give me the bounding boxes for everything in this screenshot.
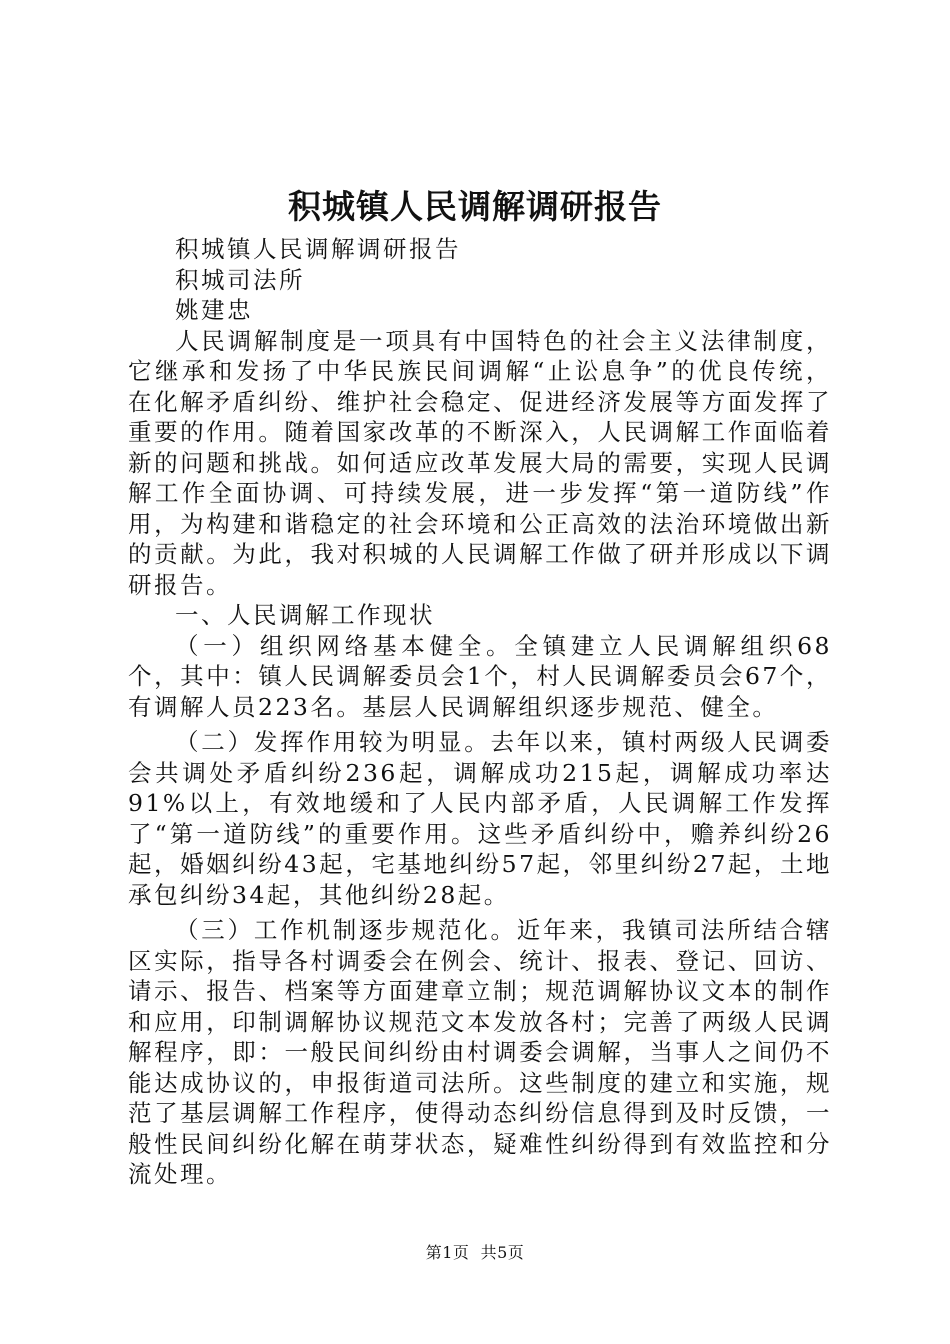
paragraph-work-mechanism: （三）工作机制逐步规范化。近年来，我镇司法所结合辖区实际，指导各村调委会在例会、统计、报表、登记、回访、请示、报告、档案等方面建章立制；规范调解协议文本的制作和应用，印制调解协议规范文本发放各村；完善了两级人民调解程序，即：一般民间纠纷由村调委会调解，当事人之间仍不能达成协议的，申报街道司法所。这些制度的建立和实施，规范了基层调解工作程序，使得动态纠纷信息得到及时反馈，一般性民间纠纷化解在萌芽状态，疑难性纠纷得到有效监控和分流处理。	[128, 916, 832, 1188]
document-body	[128, 234, 832, 1190]
section-heading-status: 一、人民调解工作现状	[175, 601, 435, 629]
paragraph-role-effect: （二）发挥作用较为明显。去年以来，镇村两级人民调委会共调处矛盾纠纷236起，调解成功215起，调解成功率达91%以上，有效地缓和了人民内部矛盾，人民调解工作发挥了“第一道防线”的重要作用。这些矛盾纠纷中，赡养纠纷26起，婚姻纠纷43起，宅基地纠纷57起，邻里纠纷27起，土地承包纠纷34起，其他纠纷28起。	[128, 728, 832, 909]
document-title: 积城镇人民调解调研报告	[288, 187, 662, 226]
paragraph-organization: 积城司法所	[175, 265, 305, 294]
page-total: 共5页	[480, 1243, 525, 1262]
paragraph-organization-network: （一）组织网络基本健全。全镇建立人民调解组织68个，其中：镇人民调解委员会1个，村人民调解委员会67个，有调解人员223名。基层人民调解组织逐步规范、健全。	[128, 631, 832, 721]
paragraph-introduction: 人民调解制度是一项具有中国特色的社会主义法律制度，它继承和发扬了中华民族民间调解“止讼息争”的优良传统，在化解矛盾纠纷、维护社会稳定、促进经济发展等方面发挥了重要的作用。随着国家改革的不断深入，人民调解工作面临着新的问题和挑战。如何适应改革发展大局的需要，实现人民调解工作全面协调、可持续发展，进一步发挥“第一道防线”作用，为构建和谐稳定的社会环境和公正高效的法治环境做出新的贡献。为此，我对积城的人民调解工作做了研并形成以下调研报告。	[128, 326, 832, 599]
paragraph-author: 姚建忠	[175, 296, 253, 324]
page-number: 第1页	[425, 1243, 470, 1262]
page-footer	[0, 1241, 950, 1265]
paragraph-subtitle: 积城镇人民调解调研报告	[175, 235, 461, 263]
